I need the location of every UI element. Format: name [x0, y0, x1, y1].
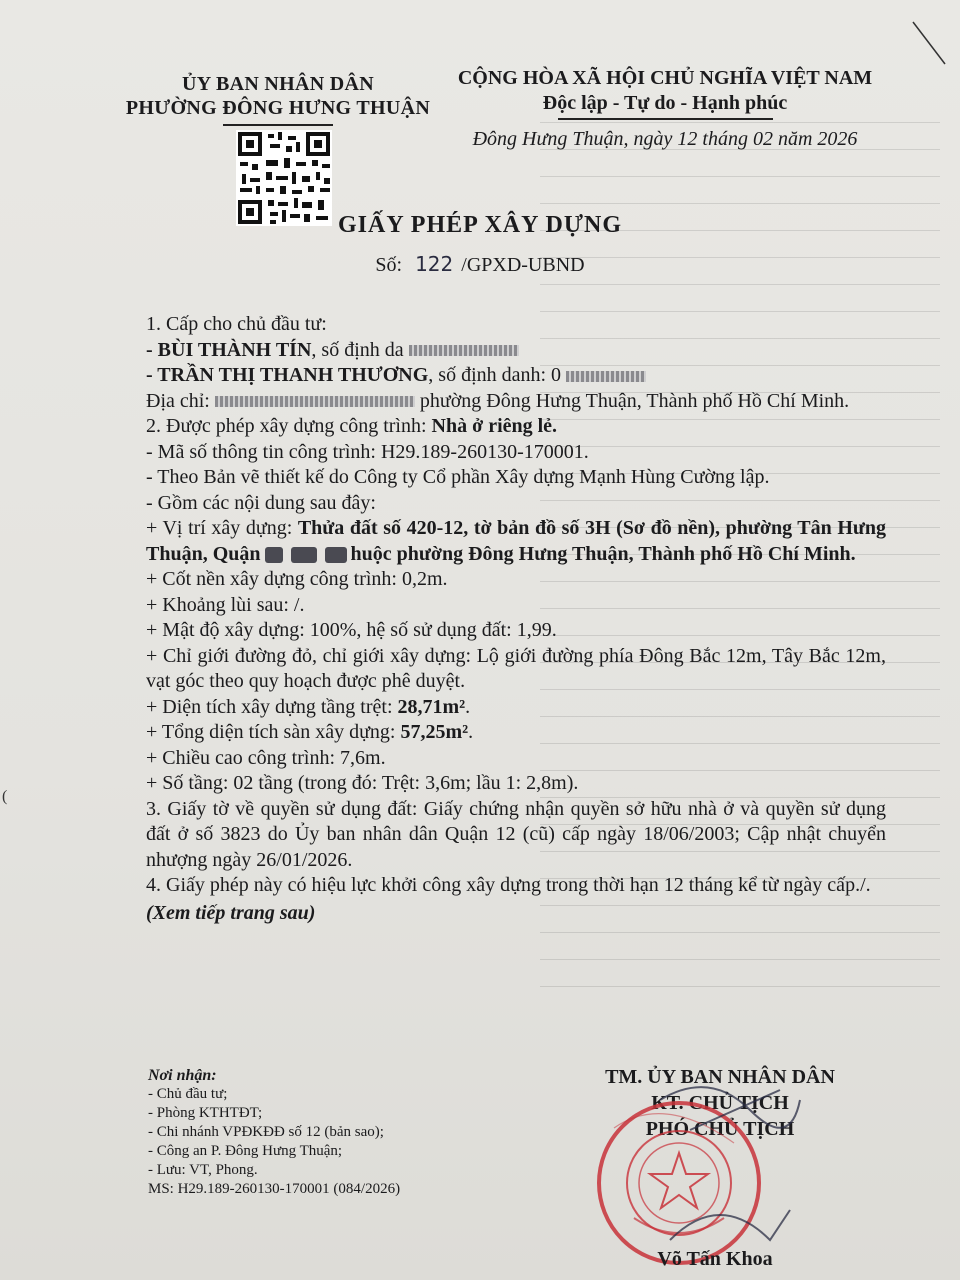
location-label: + Vị trí xây dựng:	[146, 517, 298, 539]
owner-1-line	[146, 338, 886, 364]
rear-setback: + Khoảng lùi sau: /.	[146, 593, 305, 616]
recipients-block	[148, 1066, 400, 1199]
sig-line-3: PHÓ CHỦ TỊCH	[645, 1118, 795, 1140]
redacted-district	[291, 547, 317, 563]
document-title: GIẤY PHÉP XÂY DỰNG	[338, 212, 622, 238]
permit-body	[146, 312, 886, 926]
project-code: - Mã số thông tin công trình: H29.189-260130-170001.	[146, 440, 589, 463]
section-3: 3. Giấy tờ về quyền sử dụng đất: Giấy chứng nhận quyền sở hữu nhà ở và quyền sử dụng đất ở số 3823 do Ủy ban nhân dân Quận 12 (cũ) cấp ngày 18/06/2003; Cập nhật chuyển nhượng ngày 26/01/2026.	[146, 797, 886, 871]
floor-area: + Tổng diện tích sàn xây dựng: 57,25m².	[146, 721, 474, 743]
redacted-id	[566, 371, 646, 382]
location-line	[146, 516, 886, 567]
owner-2-name: - TRẦN THỊ THANH THƯƠNG	[146, 364, 429, 386]
recipient-item: - Phòng KTHTĐT;	[148, 1105, 263, 1121]
owner-1-name: - BÙI THÀNH TÍN	[146, 338, 312, 361]
address-label: Địa chỉ:	[146, 389, 210, 412]
national-motto	[440, 66, 890, 151]
location-b: huộc phường Đông Hưng Thuận, Thành phố Hồ Chí Minh.	[350, 542, 856, 565]
number-prefix: Số:	[375, 254, 403, 276]
agency-underline	[223, 124, 333, 126]
foundation-level: + Cốt nền xây dựng công trình: 0,2m.	[146, 568, 448, 590]
section-2-type: Nhà ở riêng lẻ.	[431, 415, 558, 437]
section-2-prefix: 2. Được phép xây dựng công trình:	[146, 415, 432, 437]
agency-line-1: ỦY BAN NHÂN DÂN	[181, 73, 375, 95]
number-suffix: /GPXD-UBND	[461, 254, 585, 276]
permit-number	[0, 252, 960, 277]
motto: Độc lập - Tự do - Hạnh phúc	[542, 92, 788, 114]
issue-date: Đông Hưng Thuận, ngày 12 tháng 02 năm 2026	[472, 127, 858, 150]
ground-area-value: 28,71m²	[397, 695, 466, 718]
redacted-id	[409, 345, 519, 356]
ground-area-label: + Diện tích xây dựng tầng trệt:	[146, 695, 398, 718]
page-corner-mark	[905, 18, 955, 68]
recipient-item: - Chủ đầu tư;	[148, 1086, 228, 1102]
includes-line: - Gồm các nội dung sau đây:	[146, 491, 376, 514]
nation-name: CỘNG HÒA XÃ HỘI CHỦ NGHĨA VIỆT NAM	[457, 67, 873, 89]
issuing-agency	[118, 72, 438, 126]
recipient-item: - Lưu: VT, Phong.	[148, 1162, 258, 1178]
address-line	[146, 389, 886, 415]
redacted-address	[215, 396, 415, 407]
sig-line-1: TM. ỦY BAN NHÂN DÂN	[605, 1066, 835, 1088]
building-height: + Chiều cao công trình: 7,6m.	[146, 746, 386, 769]
section-2-heading	[146, 414, 886, 440]
margin-mark: (	[2, 788, 8, 805]
motto-underline	[558, 118, 773, 120]
floor-area-value: 57,25m²	[400, 721, 469, 743]
signer-name: Võ Tấn Khoa	[657, 1248, 773, 1270]
ground-area: + Diện tích xây dựng tầng trệt: 28,71m².	[146, 695, 471, 718]
address-tail: phường Đông Hưng Thuận, Thành phố Hồ Chí Minh.	[419, 389, 850, 412]
building-density: + Mật độ xây dựng: 100%, hệ số sử dụng đất: 1,99.	[146, 619, 557, 641]
sig-line-2: KT. CHỦ TỊCH	[651, 1092, 789, 1114]
section-4: 4. Giấy phép này có hiệu lực khởi công xây dựng trong thời hạn 12 tháng kể từ ngày cấp./.	[146, 874, 871, 896]
owner-2-id-label: , số định danh: 0	[428, 364, 562, 386]
owner-2-line	[146, 363, 886, 389]
redacted-district	[265, 547, 283, 563]
agency-line-2: PHƯỜNG ĐÔNG HƯNG THUẬN	[125, 97, 431, 119]
signature-scribble	[630, 1070, 830, 1270]
boundary-line: + Chỉ giới đường đỏ, chỉ giới xây dựng: Lộ giới đường phía Đông Bắc 12m, Tây Bắc 12m, vạt góc theo quy hoạch được phê duyệt.	[146, 644, 886, 692]
design-source: - Theo Bản vẽ thiết kế do Công ty Cổ phần Xây dựng Mạnh Hùng Cường lập.	[146, 466, 770, 488]
section-1-heading: 1. Cấp cho chủ đầu tư:	[146, 313, 327, 335]
redacted-district	[325, 547, 347, 563]
location-a: Thửa đất số 420-12, tờ bản đồ số 3H (Sơ đồ nền), phường Tân Hưng Thuận, Quận	[146, 517, 886, 565]
file-code: MS: H29.189-260130-170001 (084/2026)	[148, 1181, 401, 1197]
floor-area-label: + Tổng diện tích sàn xây dựng:	[146, 721, 401, 743]
recipients-heading: Nơi nhận:	[148, 1067, 217, 1084]
floor-count: + Số tầng: 02 tầng (trong đó: Trệt: 3,6m; lầu 1: 2,8m).	[146, 772, 579, 794]
see-next-page: (Xem tiếp trang sau)	[146, 901, 316, 924]
recipient-item: - Công an P. Đông Hưng Thuận;	[148, 1143, 343, 1159]
owner-1-id-label: , số định da	[311, 338, 404, 361]
recipient-item: - Chi nhánh VPĐKĐĐ số 12 (bản sao);	[148, 1124, 384, 1140]
number-value: 122	[415, 252, 454, 276]
